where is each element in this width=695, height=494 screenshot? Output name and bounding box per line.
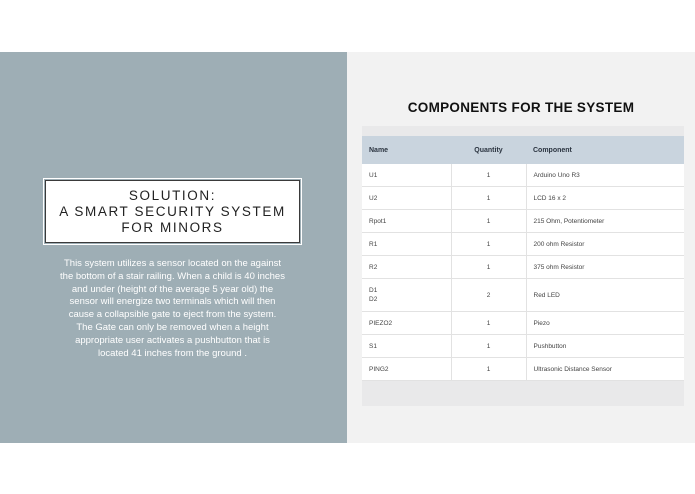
title-line: SOLUTION: (128, 187, 217, 203)
cell-quantity: 1 (451, 187, 526, 210)
slide (0, 52, 695, 443)
cell-name (362, 279, 451, 312)
table-row (362, 335, 684, 358)
cell-name (362, 233, 451, 256)
cell-name (362, 187, 451, 210)
cell-component: 215 Ohm, Potentiometer (526, 210, 684, 233)
table-body (362, 164, 684, 381)
cell-name (362, 164, 451, 187)
header-quantity: Quantity (451, 136, 526, 164)
cell-name (362, 358, 451, 381)
cell-name (362, 256, 451, 279)
cell-name-line: S1 (369, 342, 377, 350)
table-row (362, 164, 684, 187)
cell-name-line: PIEZO2 (369, 319, 393, 327)
cell-name-line: R2 (369, 263, 378, 271)
cell-name (362, 335, 451, 358)
cell-name (362, 210, 451, 233)
cell-quantity: 1 (451, 256, 526, 279)
cell-quantity: 1 (451, 335, 526, 358)
table-row (362, 210, 684, 233)
title-line: A SMART SECURITY SYSTEM (59, 203, 286, 219)
table-row (362, 312, 684, 335)
cell-quantity: 1 (451, 312, 526, 335)
table-row (362, 233, 684, 256)
cell-name (362, 312, 451, 335)
cell-component: Arduino Uno R3 (526, 164, 684, 187)
table-row (362, 187, 684, 210)
cell-quantity: 2 (451, 279, 526, 312)
components-table (362, 136, 684, 381)
solution-description: This system utilizes a sensor located on the against the bottom of a stair railing. When a child is 40 inches and under (height of the average 5 year old) the sensor will energize two terminals which will then cause a collapsible gate to eject from the system. The Gate can only be removed when a height appropriate user activates a pushbutton that is located 41 inches from the ground . (60, 258, 285, 359)
cell-component: Piezo (526, 312, 684, 335)
cell-component: Ultrasonic Distance Sensor (526, 358, 684, 381)
cell-component: 200 ohm Resistor (526, 233, 684, 256)
solution-title-box (45, 180, 300, 243)
components-table-card (362, 126, 684, 406)
table-row (362, 358, 684, 381)
cell-name-line: U1 (369, 171, 378, 179)
cell-name-line: PING2 (369, 365, 389, 373)
left-panel (0, 52, 347, 443)
table-row (362, 279, 684, 312)
cell-component: LCD 16 x 2 (526, 187, 684, 210)
cell-quantity: 1 (451, 210, 526, 233)
cell-quantity: 1 (451, 233, 526, 256)
cell-component: Red LED (526, 279, 684, 312)
cell-name-line: D2 (369, 296, 378, 303)
cell-quantity: 1 (451, 164, 526, 187)
table-row (362, 256, 684, 279)
header-component: Component (526, 136, 684, 164)
cell-component: 375 ohm Resistor (526, 256, 684, 279)
title-line: FOR MINORS (121, 219, 224, 235)
header-name: Name (362, 136, 451, 164)
components-title: COMPONENTS FOR THE SYSTEM (407, 100, 635, 115)
cell-name-line: Rpot1 (369, 217, 387, 225)
cell-name-line: U2 (369, 194, 378, 202)
table-header-row (362, 136, 684, 164)
cell-component: Pushbutton (526, 335, 684, 358)
cell-name-line: R1 (369, 240, 378, 248)
cell-quantity: 1 (451, 358, 526, 381)
cell-name-line: D1 (369, 287, 378, 294)
